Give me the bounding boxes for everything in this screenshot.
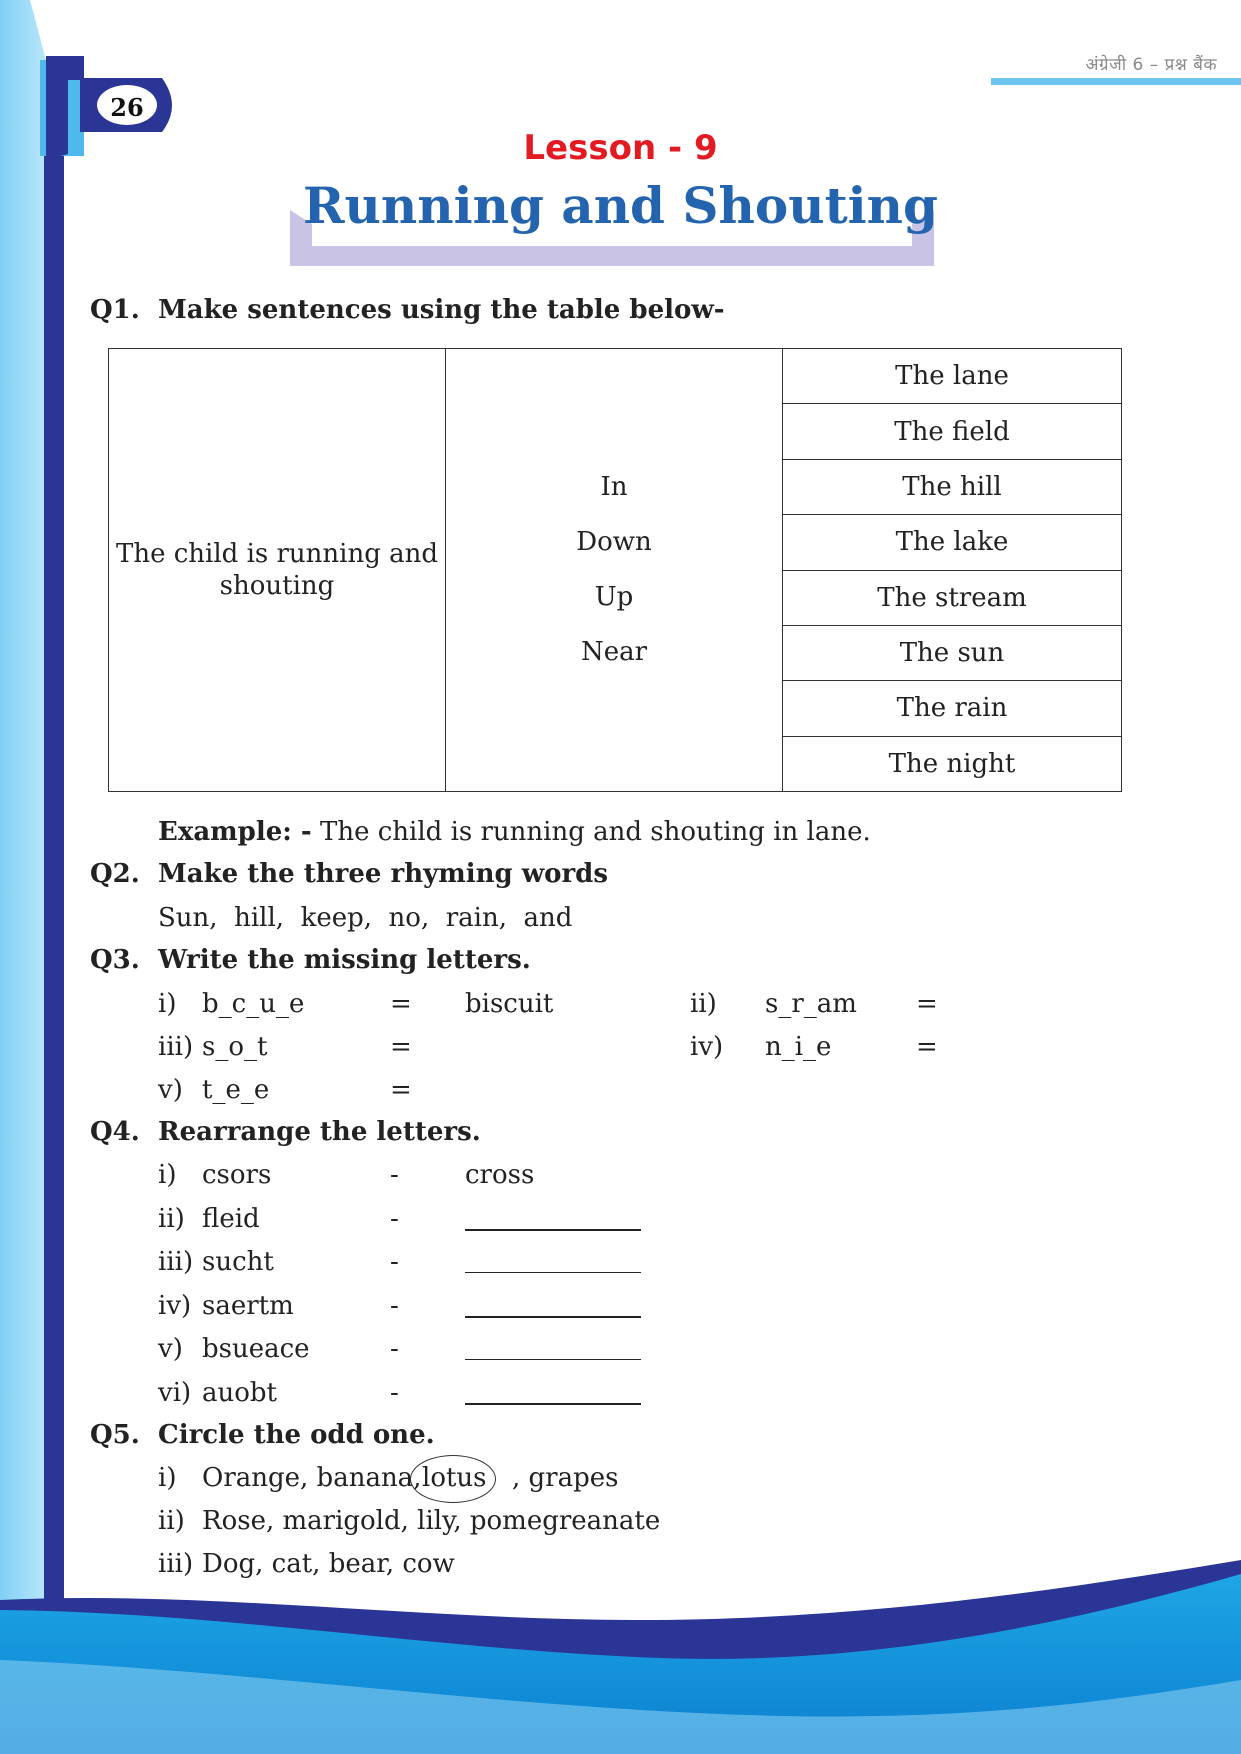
subject-cell [109,349,446,792]
q3-item-answer: biscuit [465,989,554,1019]
q4-item-word: bsueace [202,1334,310,1364]
dash: - [390,1204,399,1234]
q4-item-number: vi) [158,1378,192,1408]
equals-sign: = [390,989,412,1019]
q3-item-number: v) [158,1075,183,1105]
preposition-item: Up [594,582,634,612]
place-cell: The rain [783,681,1122,736]
q5-item-text: Orange, banana, [202,1463,422,1493]
q4-item-number: ii) [158,1204,185,1234]
q4-item-number: iii) [158,1247,194,1277]
answer-blank-line[interactable] [465,1403,641,1405]
place-cell: The field [783,404,1122,459]
q3-item-number: ii) [690,989,717,1019]
q3-item-number: iii) [158,1032,194,1062]
rhyming-word-list: Sun, hill, keep, no, rain, and [158,903,573,933]
q3-item-word: s_r_am [765,989,857,1019]
q3-item-word: s_o_t [202,1032,268,1062]
left-margin-band [0,0,64,1754]
q3-item-word: n_i_e [765,1032,832,1062]
preposition-item: Down [576,527,652,557]
q2-prompt: Make the three rhyming words [158,859,608,889]
answer-blank-line[interactable] [465,1316,641,1318]
page-number: 26 [110,93,144,122]
preposition-cell [446,349,783,792]
answer-blank-line[interactable] [465,1272,641,1273]
q4-item-number: v) [158,1334,183,1364]
q3-item-word: b_c_u_e [202,989,305,1019]
lesson-title: Running and Shouting [302,176,938,235]
q3-number: Q3. [90,945,140,975]
preposition-list [446,460,782,680]
q2-number: Q2. [90,859,140,889]
dash: - [390,1378,399,1408]
example-label: Example: - [158,817,312,847]
q5-prompt: Circle the odd one. [158,1420,435,1450]
answer-blank-line[interactable] [465,1359,641,1360]
q1-prompt: Make sentences using the table below- [158,295,725,325]
q5-item-number: iii) [158,1549,194,1579]
q5-item-text: Dog, cat, bear, cow [202,1549,455,1579]
q4-item-word: saertm [202,1291,294,1321]
sentence-table [108,348,1122,792]
lesson-number: Lesson - 9 [523,128,718,168]
subject-text: The child is running and shouting [115,539,439,601]
q5-circled-word: lotus [422,1463,487,1493]
q4-item-number: iv) [158,1291,192,1321]
q1-number: Q1. [90,295,140,325]
q5-number: Q5. [90,1420,140,1450]
header-underline [991,78,1241,85]
equals-sign: = [916,989,938,1019]
q3-item-word: t_e_e [202,1075,270,1105]
q5-item-number: i) [158,1463,177,1493]
q5-item-number: ii) [158,1506,185,1536]
q5-item-text: Rose, marigold, lily, pomegreanate [202,1506,661,1536]
q4-prompt: Rearrange the letters. [158,1117,481,1147]
q3-item-number: i) [158,989,177,1019]
place-cell: The lake [783,515,1122,570]
bottom-wave-decoration [0,1560,1241,1754]
equals-sign: = [916,1032,938,1062]
preposition-item: Near [580,637,648,667]
dash: - [390,1334,399,1364]
q4-item-number: i) [158,1160,177,1190]
place-cell: The hill [783,459,1122,514]
q5-item-text: , grapes [512,1463,619,1493]
q3-prompt: Write the missing letters. [158,945,531,975]
place-cell: The night [783,736,1122,791]
q4-item-word: sucht [202,1247,274,1277]
place-cell: The sun [783,625,1122,680]
dash: - [390,1160,399,1190]
equals-sign: = [390,1032,412,1062]
q4-item-word: fleid [202,1204,260,1234]
place-cell: The stream [783,570,1122,625]
q4-item-word: csors [202,1160,272,1190]
q3-item-number: iv) [690,1032,724,1062]
example-text: The child is running and shouting in lane. [320,817,871,847]
q4-item-word: auobt [202,1378,277,1408]
dash: - [390,1291,399,1321]
equals-sign: = [390,1075,412,1105]
q4-item-answer: cross [465,1160,535,1190]
place-cell: The lane [783,349,1122,404]
dash: - [390,1247,399,1277]
answer-blank-line[interactable] [465,1229,641,1231]
book-title: अंग्रेजी 6 – प्रश्न बैंक [1085,55,1217,75]
q4-number: Q4. [90,1117,140,1147]
preposition-item: In [600,472,628,502]
